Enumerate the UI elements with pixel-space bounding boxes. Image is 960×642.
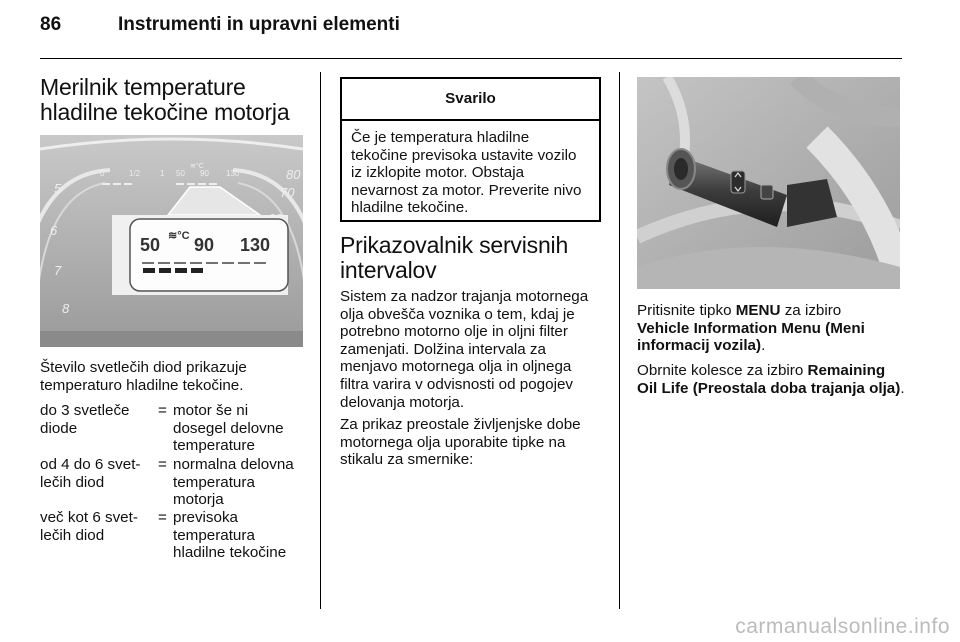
gauge-intro	[40, 359, 315, 394]
definition-term: več kot 6 svet-	[40, 509, 138, 526]
coolant-gauge-illustration	[40, 135, 303, 347]
zoom-temp-icon: ≋°C	[168, 230, 190, 242]
column-divider-left	[320, 72, 321, 609]
definition-desc: motor še ni	[173, 402, 249, 419]
section-heading-coolant-gauge	[40, 75, 310, 125]
definition-desc: normalna delovna	[173, 456, 294, 473]
stalk-switch-illustration	[637, 77, 900, 289]
definition-desc: hladilne tekočine	[173, 544, 287, 562]
definition-equals: =	[158, 456, 167, 473]
text-run: .	[761, 337, 766, 355]
menu-name: Vehicle Information Menu (Meni	[637, 319, 865, 337]
text-line: olja obvešča voznika o tem, kdaj je	[340, 305, 575, 323]
zoom-scale-label: 130	[240, 235, 271, 255]
dial-mark: 6	[50, 223, 58, 238]
text-line: Za prikaz preostale življenjske dobe	[340, 416, 581, 433]
instruction-menu	[637, 302, 917, 355]
dial-mark: 80	[286, 167, 301, 182]
menu-item-name: Remaining	[807, 362, 886, 379]
text-run: Obrnite kolesce za izbiro	[637, 362, 808, 379]
warning-line: Če je temperatura hladilne	[351, 129, 530, 146]
definition-desc: temperatura	[173, 473, 255, 491]
text-line: filtra varira v odvisnosti od pogojev	[340, 375, 573, 393]
instruction-oil-life	[637, 362, 922, 397]
definition-term: lečih diod	[40, 473, 105, 491]
text-line: potrebno motorno olje in oljni filter	[340, 323, 568, 341]
text-line: zamenjati. Dolžina intervala za	[340, 340, 546, 358]
text-run: za izbiro	[780, 302, 842, 319]
zoom-scale-label: 90	[194, 235, 215, 255]
dial-mark: 7	[54, 263, 62, 278]
heading-line: Prikazovalnik servisnih	[340, 232, 569, 258]
definition-row	[40, 456, 315, 510]
definition-desc: previsoka	[173, 509, 238, 526]
menu-key-label: MENU	[735, 302, 781, 319]
text-line: delovanja motorja.	[340, 393, 465, 411]
zoom-scale-label: 50	[140, 235, 161, 255]
warning-line: hladilne tekočine.	[351, 199, 469, 217]
heading-line: intervalov	[340, 257, 437, 283]
definition-desc: dosegel delovne	[173, 419, 284, 437]
watermark: carmanualsonline.info	[735, 615, 950, 638]
text-line: temperaturo hladilne tekočine.	[40, 376, 244, 394]
small-scale-label: 1/2	[129, 169, 141, 178]
definition-row	[40, 402, 315, 456]
text-line: motornega olja uporabite tipke na	[340, 433, 566, 451]
service-paragraph-2	[340, 416, 615, 469]
definition-desc: temperatura	[173, 526, 255, 544]
definition-row	[40, 509, 315, 563]
small-scale-label: 90	[200, 169, 209, 178]
text-run: Pritisnite tipko	[637, 302, 736, 319]
text-line: stikalu za smernike:	[340, 451, 474, 469]
page-header-title: Instrumenti in upravni elementi	[118, 14, 400, 35]
text-run: .	[900, 379, 905, 397]
definition-term: od 4 do 6 svet-	[40, 456, 141, 473]
warning-box	[340, 77, 601, 222]
definition-desc: motorja	[173, 491, 224, 509]
dial-mark: 70	[280, 185, 295, 200]
warning-line: iz izklopite motor. Obstaja	[351, 164, 525, 182]
text-line: menjavo motornega olja in oljnega	[340, 358, 572, 376]
definition-term: do 3 svetleče	[40, 402, 130, 419]
small-temp-icon: ≋°C	[190, 163, 204, 170]
warning-line: tekočine previsoka ustavite vozilo	[351, 146, 577, 164]
definition-equals: =	[158, 509, 167, 526]
dial-mark: 5	[54, 181, 62, 196]
warning-title: Svarilo	[342, 79, 599, 121]
small-scale-label: 50	[176, 169, 185, 178]
text-line: Sistem za nadzor trajanja motornega	[340, 288, 589, 305]
column-divider-right	[619, 72, 620, 609]
definition-equals: =	[158, 402, 167, 419]
small-scale-label: 1	[160, 169, 165, 178]
menu-item-name: Oil Life (Preostala doba trajanja olja)	[637, 379, 901, 397]
small-scale-label: 0	[100, 169, 105, 178]
small-scale-label: 130	[226, 169, 240, 178]
menu-name: informacij vozila)	[637, 337, 762, 355]
text-line: Število svetlečih diod prikazuje	[40, 359, 247, 376]
definition-term: diode	[40, 419, 78, 437]
heading-line: hladilne tekočine motorja	[40, 99, 290, 125]
header-rule	[40, 58, 902, 59]
definition-term: lečih diod	[40, 526, 105, 544]
heading-line: Merilnik temperature	[40, 74, 246, 100]
service-paragraph-1	[340, 288, 615, 411]
dial-mark: 8	[62, 301, 70, 316]
section-heading-service	[340, 233, 610, 283]
page-header	[40, 14, 400, 36]
definition-desc: temperature	[173, 437, 255, 455]
page-number: 86	[40, 14, 62, 35]
warning-line: nevarnost za motor. Preverite nivo	[351, 181, 582, 199]
